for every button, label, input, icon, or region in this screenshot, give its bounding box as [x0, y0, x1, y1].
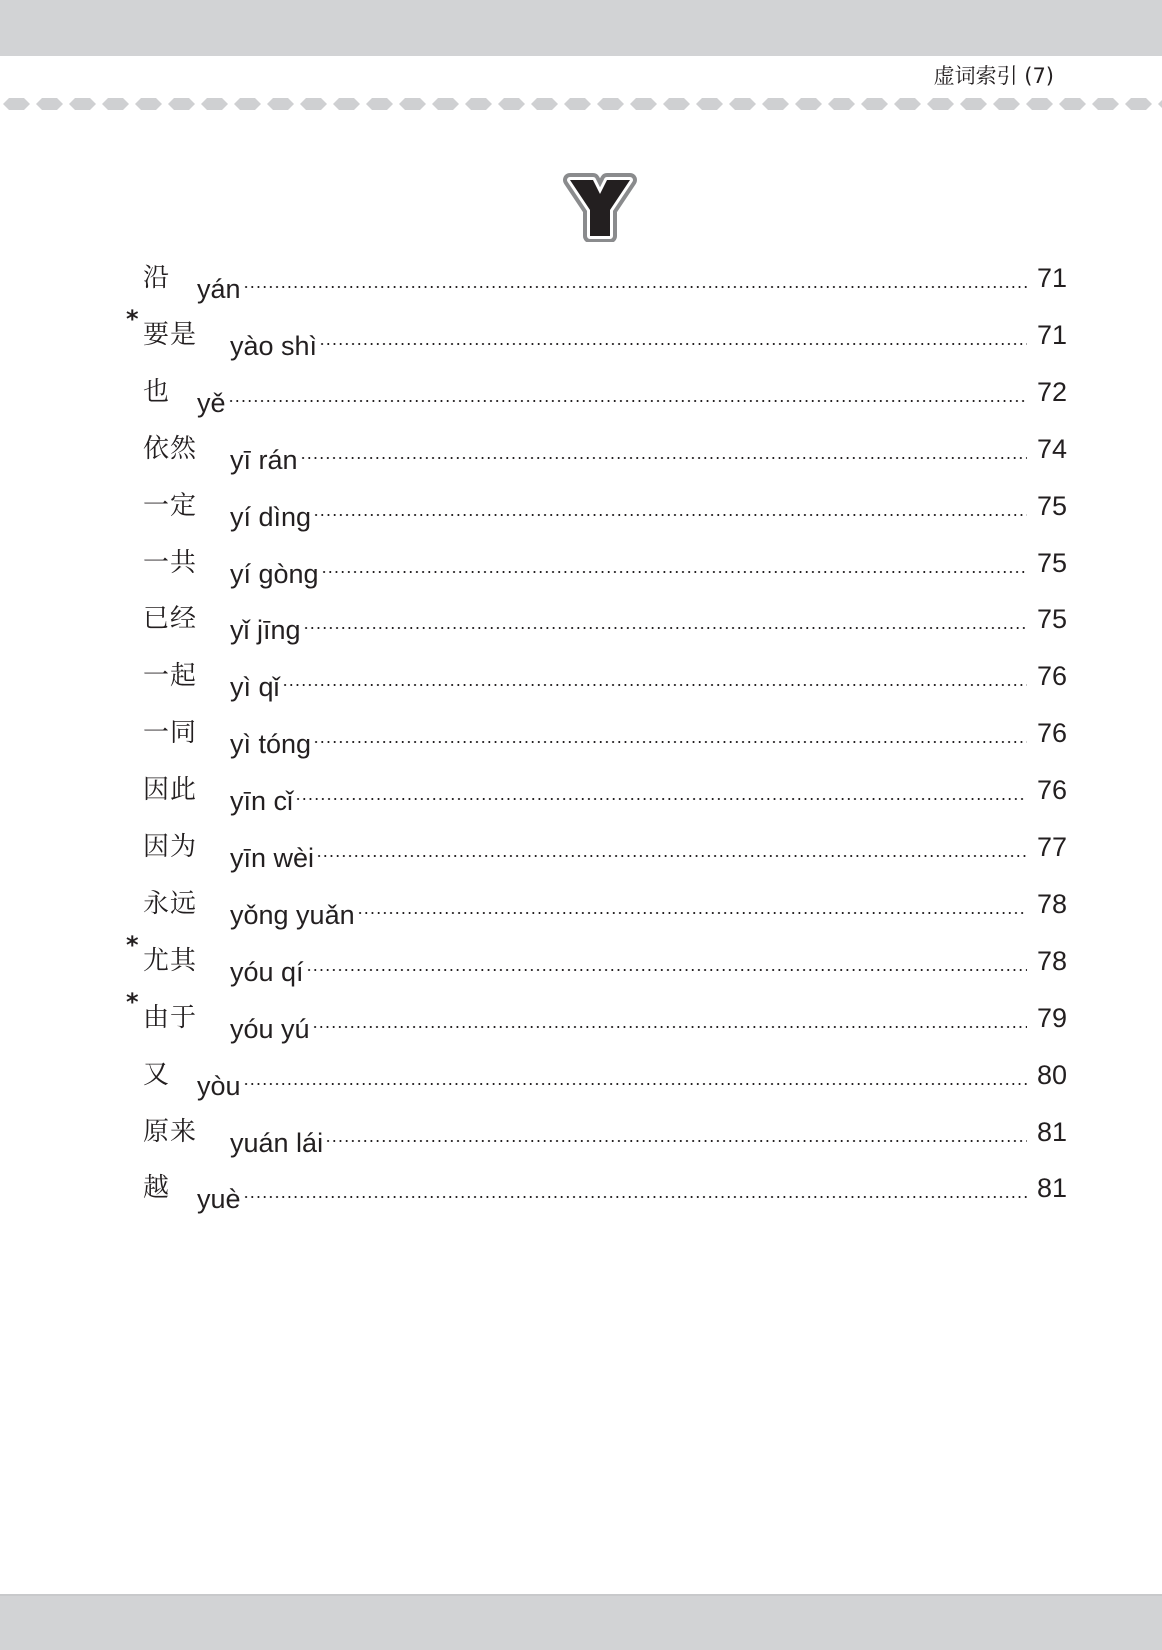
entry-hanzi: 也: [143, 376, 171, 407]
dot-leader: [228, 372, 1027, 412]
entry-page-number[interactable]: 75: [1036, 604, 1067, 635]
entry-pinyin: yí dìng: [230, 501, 312, 532]
index-entry[interactable]: [0, 656, 1162, 703]
entry-page-number[interactable]: 75: [1036, 547, 1067, 578]
dot-leader: [325, 1112, 1027, 1152]
entry-page-number[interactable]: 74: [1036, 433, 1067, 464]
entry-page-number[interactable]: 71: [1036, 319, 1067, 350]
entry-hanzi: 越: [143, 1173, 171, 1204]
entry-pinyin: yǒng yuǎn: [230, 899, 355, 930]
entry-pinyin: yóu yú: [230, 1013, 310, 1044]
top-gray-band: [0, 0, 1162, 56]
dot-leader: [300, 429, 1027, 469]
entry-pinyin-leader: [230, 1112, 1027, 1163]
entry-pinyin-leader: [230, 656, 1027, 707]
entry-pinyin: yì tóng: [230, 729, 312, 760]
supplementary-star-icon: *: [126, 987, 139, 1016]
dot-leader: [303, 599, 1027, 639]
entry-hanzi: 一起: [143, 661, 198, 692]
entry-pinyin: yǐ jīng: [230, 615, 301, 646]
entry-page-number[interactable]: 76: [1036, 775, 1067, 806]
entry-hanzi: 永远: [143, 888, 198, 919]
index-entry[interactable]: [0, 987, 1162, 1044]
dot-leader: [319, 315, 1027, 355]
dot-leader: [313, 486, 1027, 526]
dot-leader: [282, 656, 1027, 696]
entry-pinyin-leader: [230, 486, 1027, 537]
entry-pinyin-leader: [230, 713, 1027, 764]
entry-hanzi: 因为: [143, 832, 198, 862]
letter-y-icon: [560, 170, 640, 242]
entry-pinyin-leader: [230, 315, 1027, 366]
dot-leader: [357, 884, 1027, 924]
decorative-hexagon-border: [0, 97, 1162, 111]
section-letter-badge: [560, 170, 640, 242]
entry-hanzi: 要是: [143, 319, 198, 350]
index-entry[interactable]: [0, 713, 1162, 760]
index-entry[interactable]: [0, 930, 1162, 987]
entry-hanzi: 又: [143, 1059, 171, 1090]
entry-pinyin: yòu: [197, 1070, 241, 1101]
entry-page-number[interactable]: 78: [1036, 888, 1067, 919]
index-entry[interactable]: [0, 770, 1162, 817]
dot-leader: [306, 941, 1027, 981]
bottom-gray-band: [0, 1594, 1162, 1650]
entry-pinyin: yào shì: [230, 330, 318, 361]
entry-hanzi: 尤其: [143, 945, 198, 976]
index-entry[interactable]: [0, 304, 1162, 361]
index-entry[interactable]: [0, 543, 1162, 589]
index-entry[interactable]: [0, 486, 1162, 532]
entry-page-number[interactable]: 76: [1036, 661, 1067, 692]
entry-hanzi: 一同: [143, 718, 198, 749]
dot-leader: [312, 998, 1027, 1038]
index-entry[interactable]: [0, 827, 1162, 873]
entry-pinyin-leader: [230, 599, 1027, 650]
entry-hanzi: 已经: [143, 604, 198, 635]
dot-leader: [316, 827, 1027, 867]
supplementary-star-icon: *: [126, 304, 139, 333]
entry-pinyin-leader: [230, 884, 1027, 935]
index-entry[interactable]: [0, 258, 1162, 304]
entry-page-number[interactable]: 72: [1036, 376, 1067, 407]
dot-leader: [313, 713, 1027, 753]
entry-pinyin-leader: [197, 1055, 1027, 1106]
entry-pinyin: yīn cǐ: [230, 786, 294, 817]
entry-hanzi: 原来: [143, 1116, 198, 1147]
entry-hanzi: 由于: [143, 1002, 198, 1033]
entry-page-number[interactable]: 81: [1036, 1173, 1067, 1204]
entry-pinyin-leader: [197, 1168, 1027, 1219]
entry-pinyin: yě: [197, 387, 226, 418]
supplementary-star-icon: *: [126, 930, 139, 959]
index-entry[interactable]: [0, 1168, 1162, 1215]
entry-hanzi: 一共: [143, 547, 198, 578]
entry-pinyin: yuè: [197, 1184, 241, 1215]
entry-page-number[interactable]: 77: [1036, 832, 1067, 862]
index-entry[interactable]: [0, 429, 1162, 475]
entry-hanzi: 沿: [143, 263, 171, 293]
entry-pinyin-leader: [230, 770, 1027, 821]
running-header: 虚词索引 (7): [933, 64, 1054, 88]
index-entry[interactable]: [0, 599, 1162, 646]
entry-hanzi: 依然: [143, 433, 198, 464]
index-entry[interactable]: [0, 372, 1162, 418]
dot-leader: [243, 1055, 1027, 1095]
entry-page-number[interactable]: 76: [1036, 718, 1067, 749]
entry-pinyin: yí gòng: [230, 558, 319, 589]
entry-pinyin: yì qǐ: [230, 672, 280, 703]
index-entry[interactable]: [0, 1055, 1162, 1101]
entry-page-number[interactable]: 79: [1036, 1002, 1067, 1033]
entry-pinyin-leader: [230, 941, 1027, 992]
dot-leader: [243, 258, 1027, 298]
entry-page-number[interactable]: 80: [1036, 1059, 1067, 1090]
entry-pinyin: yī rán: [230, 444, 298, 475]
entry-page-number[interactable]: 71: [1036, 263, 1067, 293]
entry-pinyin-leader: [230, 429, 1027, 480]
index-entry[interactable]: [0, 1112, 1162, 1158]
entry-hanzi: 因此: [143, 775, 198, 806]
entry-pinyin-leader: [197, 372, 1027, 423]
entry-pinyin: yuán lái: [230, 1127, 324, 1158]
entry-pinyin-leader: [230, 998, 1027, 1049]
entry-page-number[interactable]: 81: [1036, 1116, 1067, 1147]
entry-hanzi: 一定: [143, 490, 198, 521]
dot-leader: [321, 543, 1027, 583]
dot-leader: [295, 770, 1027, 810]
entry-pinyin-leader: [230, 827, 1027, 878]
entry-pinyin: yóu qí: [230, 956, 304, 987]
entry-page-number[interactable]: 78: [1036, 945, 1067, 976]
dot-leader: [243, 1168, 1027, 1208]
entry-page-number[interactable]: 75: [1036, 490, 1067, 521]
entry-pinyin: yīn wèi: [230, 843, 315, 873]
index-entry[interactable]: [0, 884, 1162, 930]
entry-pinyin-leader: [197, 258, 1027, 309]
entry-pinyin: yán: [197, 274, 241, 304]
entry-pinyin-leader: [230, 543, 1027, 594]
